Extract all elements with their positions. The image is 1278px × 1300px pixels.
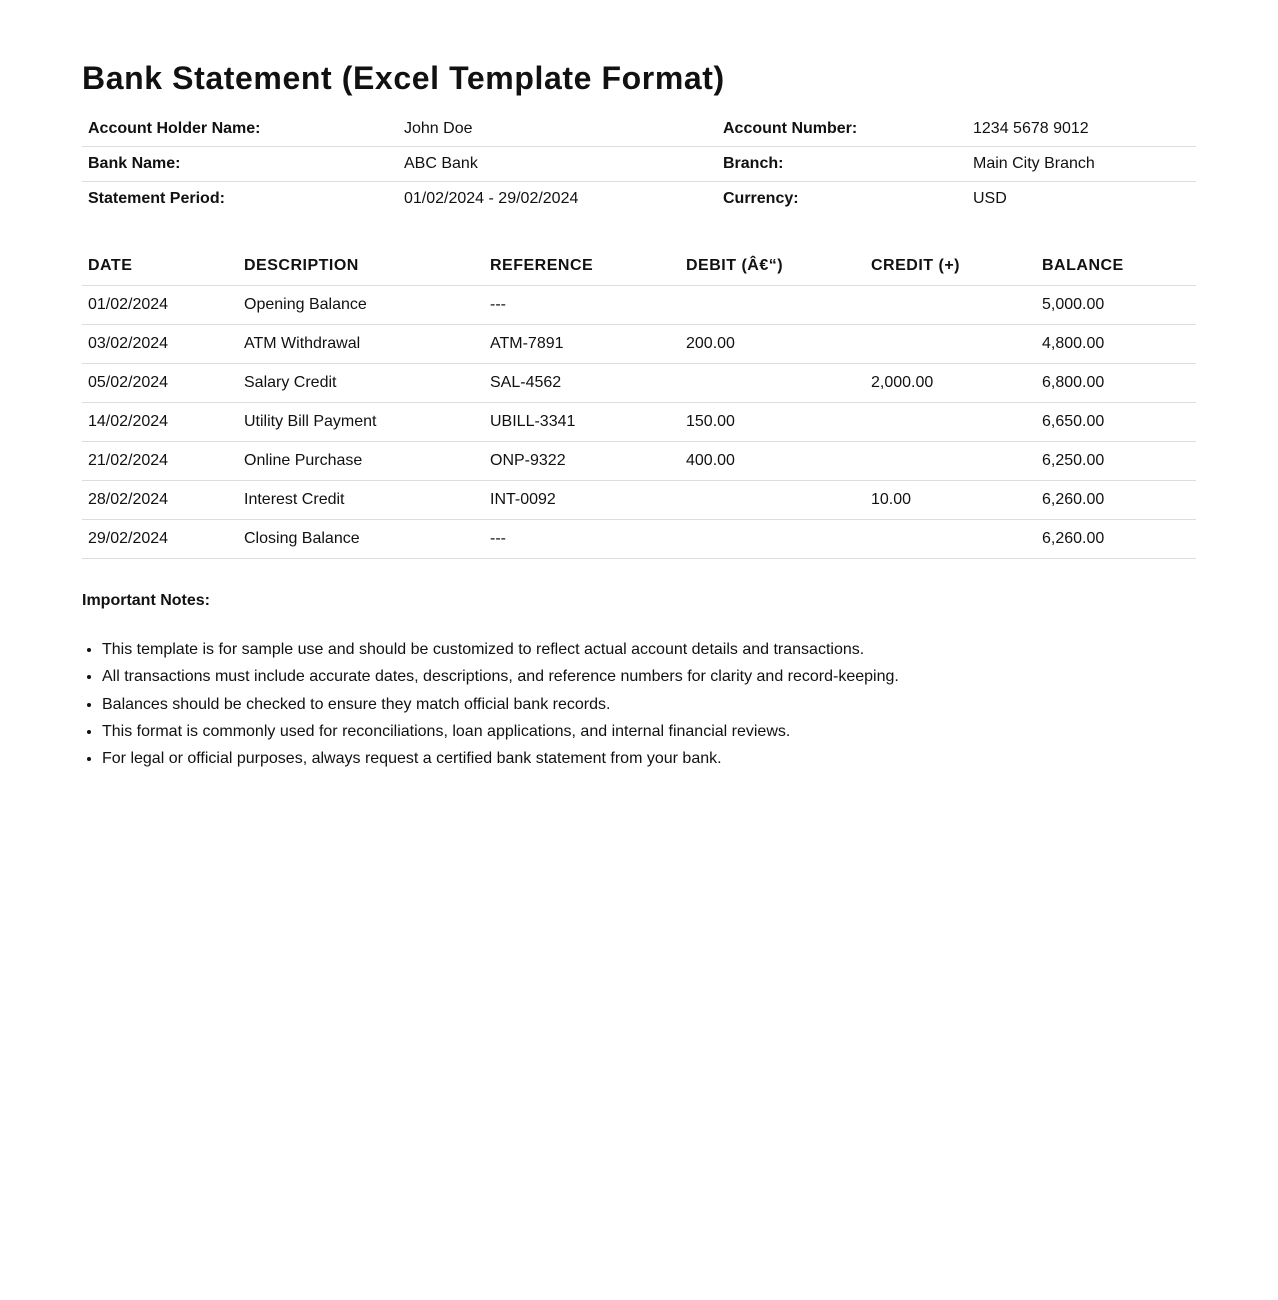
cell-debit: 200.00 bbox=[680, 325, 865, 364]
cell-date: 21/02/2024 bbox=[82, 442, 238, 481]
column-header-description: DESCRIPTION bbox=[238, 246, 484, 286]
cell-credit bbox=[865, 442, 1036, 481]
cell-reference: INT-0092 bbox=[484, 481, 680, 520]
cell-reference: SAL-4562 bbox=[484, 364, 680, 403]
cell-description: Online Purchase bbox=[238, 442, 484, 481]
column-header-balance: BALANCE bbox=[1036, 246, 1196, 286]
cell-reference: UBILL-3341 bbox=[484, 403, 680, 442]
cell-balance: 4,800.00 bbox=[1036, 325, 1196, 364]
cell-debit bbox=[680, 481, 865, 520]
transactions-header-row bbox=[82, 246, 1196, 286]
column-header-reference: REFERENCE bbox=[484, 246, 680, 286]
bank-name-value: ABC Bank bbox=[398, 147, 717, 182]
list-item: • This template is for sample use and should be customized to reflect actual account details and transactions. bbox=[102, 636, 1196, 663]
list-item: • Balances should be checked to ensure they match official bank records. bbox=[102, 691, 1196, 718]
table-row bbox=[82, 481, 1196, 520]
cell-debit: 400.00 bbox=[680, 442, 865, 481]
cell-debit bbox=[680, 364, 865, 403]
cell-date: 14/02/2024 bbox=[82, 403, 238, 442]
account-info-row bbox=[82, 112, 1196, 147]
cell-reference: --- bbox=[484, 286, 680, 325]
cell-debit bbox=[680, 286, 865, 325]
cell-date: 01/02/2024 bbox=[82, 286, 238, 325]
account-info-table bbox=[82, 112, 1196, 216]
notes-list bbox=[82, 636, 1196, 772]
list-item: • This format is commonly used for reconciliations, loan applications, and internal financial reviews. bbox=[102, 718, 1196, 745]
bank-name-label: Bank Name: bbox=[82, 147, 398, 182]
cell-date: 05/02/2024 bbox=[82, 364, 238, 403]
cell-balance: 6,650.00 bbox=[1036, 403, 1196, 442]
cell-balance: 6,260.00 bbox=[1036, 520, 1196, 559]
table-row bbox=[82, 286, 1196, 325]
cell-balance: 6,250.00 bbox=[1036, 442, 1196, 481]
list-item: • For legal or official purposes, always request a certified bank statement from your bank. bbox=[102, 745, 1196, 772]
column-header-credit: CREDIT (+) bbox=[865, 246, 1036, 286]
cell-balance: 6,800.00 bbox=[1036, 364, 1196, 403]
cell-description: Interest Credit bbox=[238, 481, 484, 520]
table-row bbox=[82, 442, 1196, 481]
cell-credit: 2,000.00 bbox=[865, 364, 1036, 403]
transactions-table bbox=[82, 246, 1196, 559]
account-holder-value: John Doe bbox=[404, 120, 473, 137]
cell-description: Opening Balance bbox=[238, 286, 484, 325]
statement-page bbox=[82, 0, 1196, 772]
cell-debit bbox=[680, 520, 865, 559]
cell-credit bbox=[865, 403, 1036, 442]
cell-reference: --- bbox=[484, 520, 680, 559]
branch-label: Branch: bbox=[717, 147, 967, 182]
cell-description: Utility Bill Payment bbox=[238, 403, 484, 442]
account-number-label: Account Number: bbox=[723, 120, 858, 137]
cell-credit bbox=[865, 520, 1036, 559]
currency-value: USD bbox=[967, 182, 1196, 217]
account-info-row bbox=[82, 147, 1196, 182]
notes-heading: Important Notes: bbox=[82, 592, 210, 609]
cell-reference: ONP-9322 bbox=[484, 442, 680, 481]
table-row bbox=[82, 364, 1196, 403]
table-row bbox=[82, 403, 1196, 442]
table-row bbox=[82, 520, 1196, 559]
cell-date: 29/02/2024 bbox=[82, 520, 238, 559]
cell-date: 03/02/2024 bbox=[82, 325, 238, 364]
statement-period-value: 01/02/2024 - 29/02/2024 bbox=[398, 182, 717, 217]
page-title: Bank Statement (Excel Template Format) bbox=[82, 60, 725, 96]
statement-period-label: Statement Period: bbox=[82, 182, 398, 217]
account-holder-label: Account Holder Name: bbox=[88, 120, 261, 137]
table-row bbox=[82, 325, 1196, 364]
cell-balance: 5,000.00 bbox=[1036, 286, 1196, 325]
cell-balance: 6,260.00 bbox=[1036, 481, 1196, 520]
cell-reference: ATM-7891 bbox=[484, 325, 680, 364]
account-number-value: 1234 5678 9012 bbox=[973, 120, 1089, 137]
cell-credit: 10.00 bbox=[865, 481, 1036, 520]
branch-value: Main City Branch bbox=[967, 147, 1196, 182]
cell-credit bbox=[865, 286, 1036, 325]
cell-date: 28/02/2024 bbox=[82, 481, 238, 520]
cell-debit: 150.00 bbox=[680, 403, 865, 442]
currency-label: Currency: bbox=[717, 182, 967, 217]
column-header-debit: DEBIT (Â€“) bbox=[680, 246, 865, 286]
cell-description: Salary Credit bbox=[238, 364, 484, 403]
cell-credit bbox=[865, 325, 1036, 364]
cell-description: ATM Withdrawal bbox=[238, 325, 484, 364]
cell-description: Closing Balance bbox=[238, 520, 484, 559]
column-header-date: DATE bbox=[82, 246, 238, 286]
list-item: • All transactions must include accurate dates, descriptions, and reference numbers for clarity and record-keeping. bbox=[102, 663, 1196, 690]
account-info-row bbox=[82, 182, 1196, 217]
